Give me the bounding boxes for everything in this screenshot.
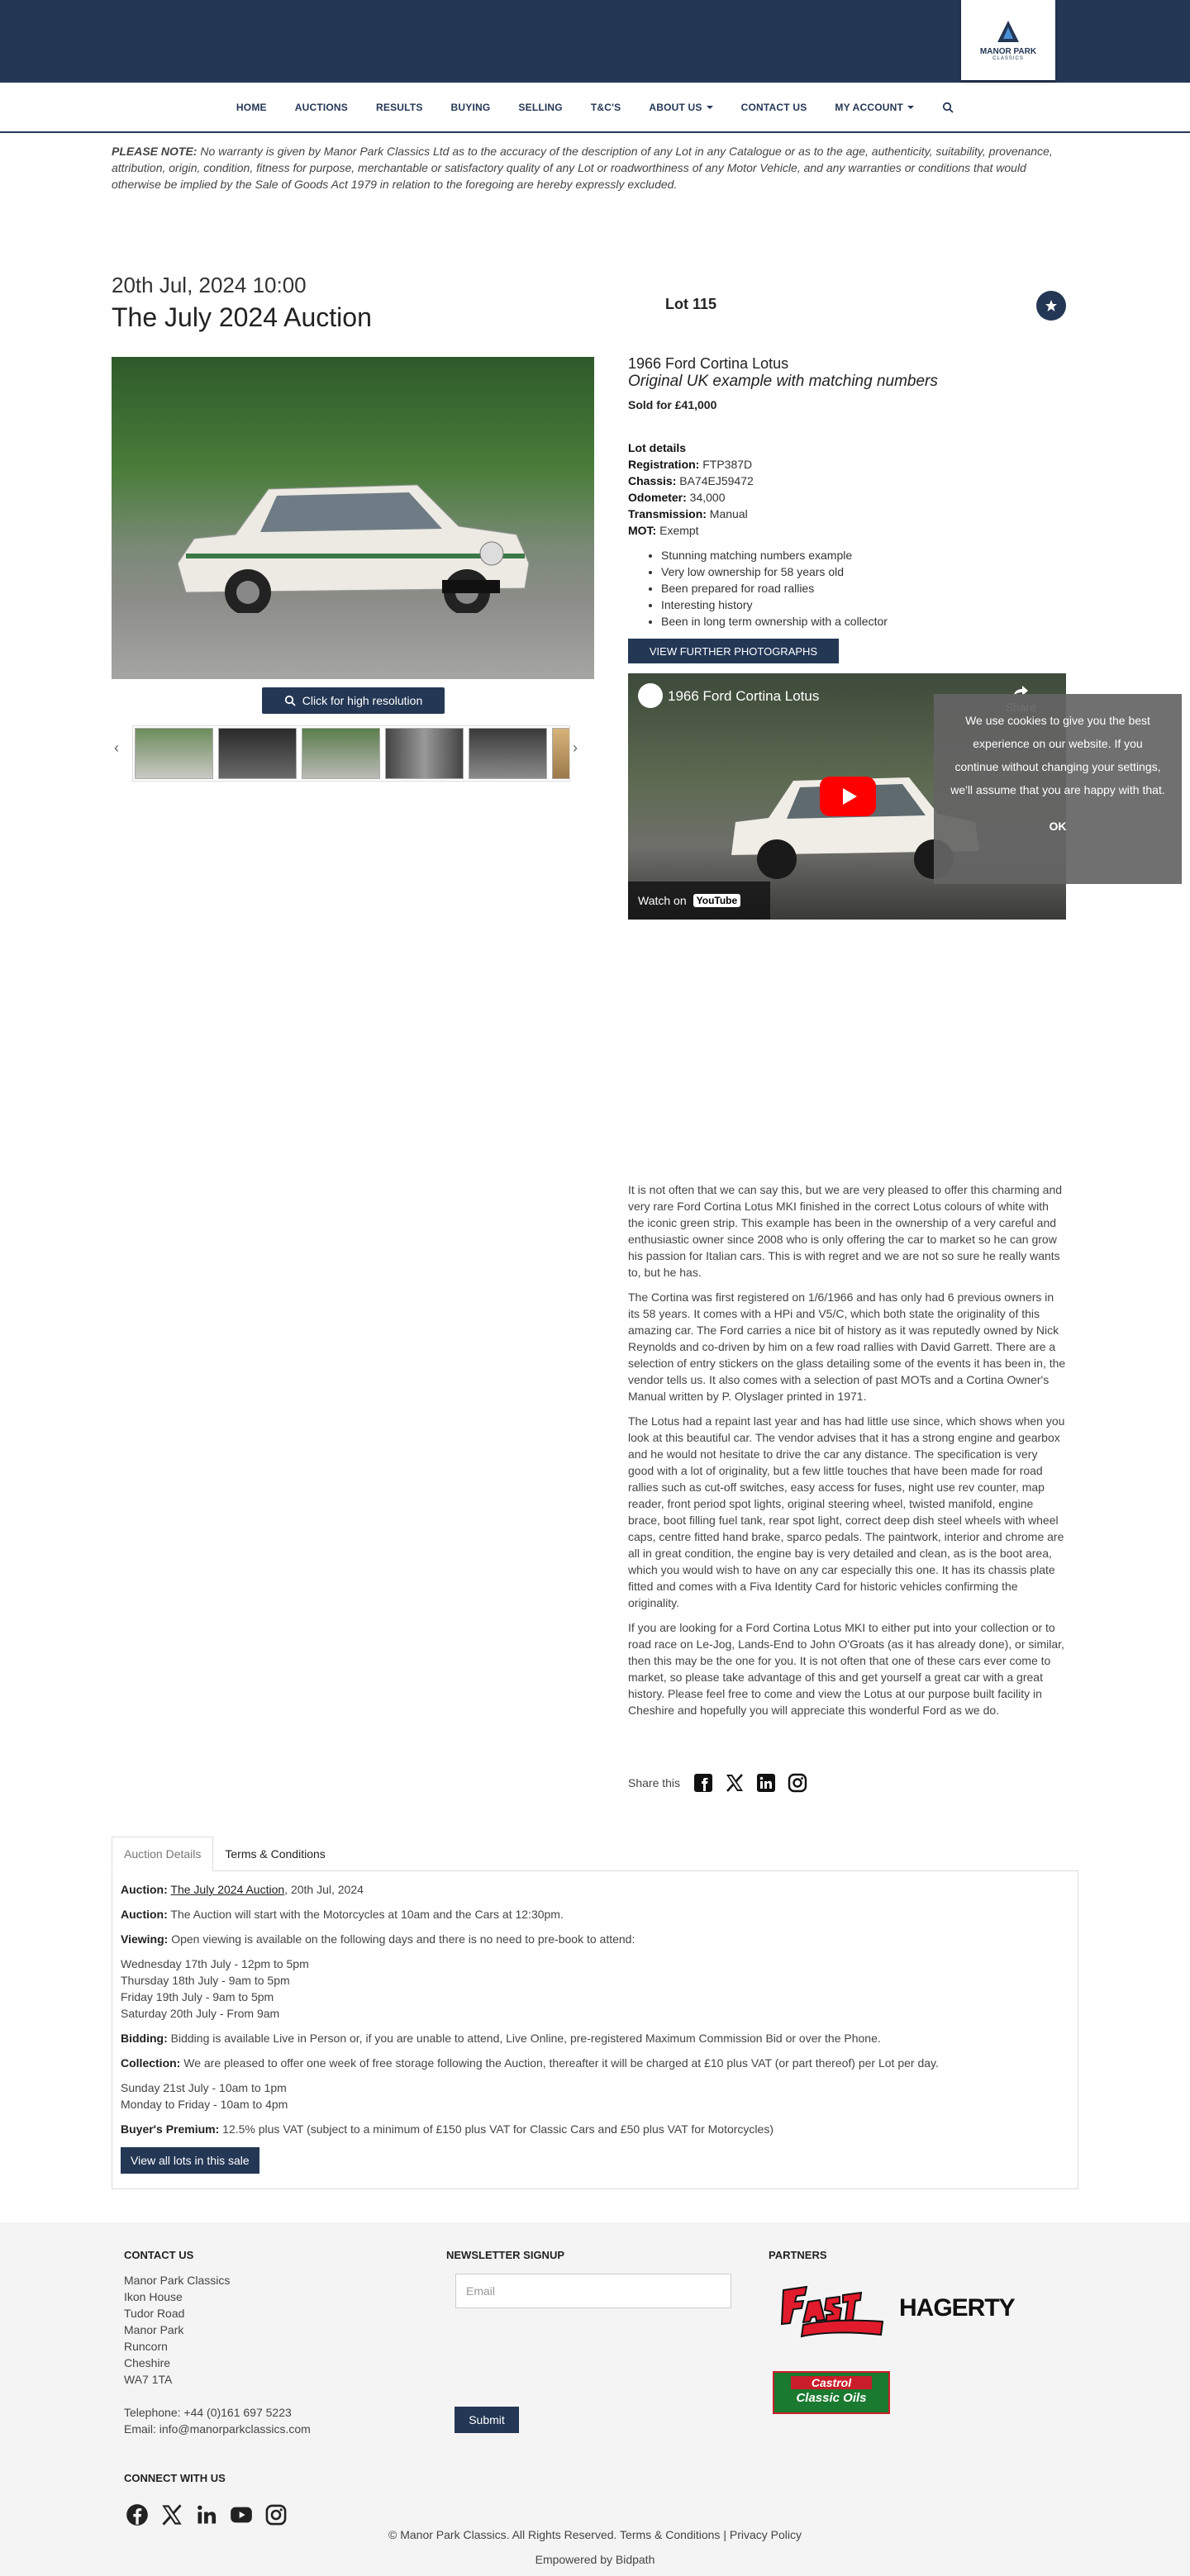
field-value: Open viewing is available on the following days and there is no need to pre-book to attend:	[168, 1932, 635, 1946]
lot-main-image[interactable]	[112, 357, 594, 679]
auction-info-row	[121, 1906, 1069, 1922]
thumbnail[interactable]	[218, 728, 297, 779]
description-paragraph: The Lotus had a repaint last year and has had little use since, which shows when you look at this beautiful car. The vendor advises that it has a strong engine and gearbox and he would not hesitate to drive the car any distance. The specification is very good with a lot of originality, but a few little touches that have been made for road rallies such as cut-off switches, easy access for fuses, night use rev counter, map reader, front period spot lights, original steering wheel, twisted manifold, engine brace, boot filling fuel tank, rear spot light, correct deep dish steel wheels with wheel caps, centre fitted hand brake, sparco pedals. The paintwork, interior and chrome are all in great condition, the engine bay is very detailed and clean, as is the boot area, which you would wish to have on any car especially this one. It has its chassis plate fitted and comes with a Fiva Identity Card for historic vehicles confirming the originality.	[628, 1414, 1065, 1609]
field-label: Viewing:	[121, 1932, 169, 1946]
detail-value: Manual	[706, 507, 748, 520]
detail-value: BA74EJ59472	[676, 474, 754, 487]
list-item: • Very low ownership for 58 years old	[661, 563, 888, 580]
main-nav	[0, 83, 1190, 133]
nav-account-label: MY ACCOUNT	[835, 101, 904, 113]
lot-number: Lot 115	[665, 296, 717, 312]
top-bar	[0, 0, 1190, 83]
detail-row	[628, 456, 754, 473]
video-title[interactable]: 1966 Ford Cortina Lotus	[668, 688, 820, 704]
notice-label: PLEASE NOTE:	[112, 145, 198, 158]
lot-details	[628, 440, 754, 539]
auction-info-row	[121, 1881, 1069, 1898]
high-resolution-button[interactable]	[262, 687, 445, 714]
field-label: Bidding:	[121, 2032, 168, 2045]
x-icon[interactable]	[160, 2503, 183, 2526]
logo-sub: CLASSICS	[992, 56, 1024, 61]
view-all-lots-button[interactable]: View all lots in this sale	[121, 2147, 259, 2174]
instagram-icon[interactable]	[788, 1773, 807, 1793]
address-line: Manor Park	[124, 2323, 184, 2336]
viewing-day: Wednesday 17th July - 12pm to 5pm	[121, 1957, 309, 1970]
hagerty-logo[interactable]: HAGERTY	[899, 2294, 1015, 2322]
connect-heading: CONNECT WITH US	[124, 2472, 226, 2484]
cookie-ok-button[interactable]: OK	[1049, 820, 1067, 833]
contact-telephone[interactable]: Telephone: +44 (0)161 697 5223	[124, 2406, 292, 2419]
detail-row	[628, 489, 754, 506]
caret-down-icon	[907, 106, 914, 109]
auction-info-row	[121, 2121, 1069, 2137]
auction-title: The July 2024 Auction	[112, 302, 372, 332]
star-icon	[1045, 299, 1058, 312]
nav-search[interactable]	[928, 102, 968, 113]
share-bar	[628, 1773, 807, 1793]
facebook-icon[interactable]	[126, 2503, 149, 2526]
field-value: The Auction will start with the Motorcycles at 10am and the Cars at 12:30pm.	[167, 1908, 564, 1921]
field-value: , 20th Jul, 2024	[284, 1883, 364, 1896]
castrol-classic-oils-logo[interactable]	[773, 2371, 890, 2414]
auction-info-row	[121, 2030, 1069, 2046]
viewing-days	[121, 1956, 1069, 2022]
list-item: • Been prepared for road rallies	[661, 580, 888, 596]
newsletter-email-input[interactable]: Email	[455, 2274, 731, 2308]
x-icon[interactable]	[725, 1773, 745, 1793]
logo-triangle-icon	[996, 19, 1021, 44]
nav-results[interactable]: RESULTS	[376, 101, 423, 113]
view-further-photographs-button[interactable]: VIEW FURTHER PHOTOGRAPHS	[628, 639, 839, 663]
collection-day: Sunday 21st July - 10am to 1pm	[121, 2081, 287, 2094]
search-icon	[942, 102, 954, 113]
auction-details-panel	[112, 1870, 1078, 2189]
auction-date: 20th Jul, 2024 10:00	[112, 273, 307, 297]
nav-my-account[interactable]	[821, 102, 928, 113]
lot-subtitle: Original UK example with matching numbers	[628, 373, 938, 390]
tab-terms-conditions[interactable]: Terms & Conditions	[225, 1847, 326, 1861]
newsletter-heading: NEWSLETTER SIGNUP	[446, 2249, 565, 2261]
address-line: Tudor Road	[124, 2307, 185, 2320]
address-line: Runcorn	[124, 2340, 168, 2353]
lot-title: 1966 Ford Cortina Lotus	[628, 355, 789, 372]
nav-home[interactable]: HOME	[236, 101, 267, 113]
instagram-icon[interactable]	[264, 2503, 288, 2526]
thumbnail[interactable]	[135, 728, 213, 779]
detail-row	[628, 473, 754, 489]
contact-heading: CONTACT US	[124, 2249, 194, 2261]
copyright: © Manor Park Classics. All Rights Reserved. Terms & Conditions | Privacy Policy	[388, 2528, 802, 2541]
nav-selling[interactable]: SELLING	[518, 101, 563, 113]
description-paragraph: It is not often that we can say this, but we are very pleased to offer this charming and very rare Ford Cortina Lotus MKI finished in the correct Lotus colours of white with the iconic green strip. This example has been in the ownership of a very careful and enthusiastic owner since 2008 who is only offering the car to market so he can grow his passion for Italian cars. This is with regret and we are not so sure he really wants to, but he has.	[628, 1183, 1063, 1279]
auction-info-row	[121, 2055, 1069, 2071]
field-label: Collection:	[121, 2056, 181, 2070]
empowered-by[interactable]: Empowered by Bidpath	[535, 2553, 655, 2566]
description-paragraph: The Cortina was first registered on 1/6/1966 and has only had 6 previous owners in its 58 years. It comes with a HPi and V5/C, which both state the originality of this amazing car. The Ford carries a nice bit of history as it was reputedly owned by Nick Reynolds and co-driven by him on a few road rallies with David Garrett. There are a selection of entry stickers on the glass detailing some of the events it has been in, the vendor tells us. It also comes with a selection of past MOTs and a Cortina Owner's Manual written by P. Olyslager printed in 1971.	[628, 1290, 1066, 1403]
field-label: Auction:	[121, 1908, 168, 1921]
auction-tabs	[112, 1837, 337, 1871]
share-label: Share this	[628, 1776, 681, 1789]
partners-heading: PARTNERS	[769, 2249, 827, 2261]
viewing-day: Thursday 18th July - 9am to 5pm	[121, 1974, 290, 1987]
notice-text: No warranty is given by Manor Park Classics Ltd as to the accuracy of the description of any Lot in any Catalogue or as to the age, authenticity, suitability, provenance, attribution, origin, condition, fitness for purpose, merchantable or satisfactory quality of any Lot or roadworthiness of any Motor Vehicle, and any warranties or conditions that would otherwise be implied by the Sale of Goods Act 1979 in relation to the foregoing are hereby expressly excluded.	[112, 145, 1053, 191]
nav-auctions[interactable]: AUCTIONS	[294, 101, 349, 113]
nav-about-us[interactable]	[635, 102, 726, 113]
address-line: WA7 1TA	[124, 2373, 173, 2386]
youtube-logo: YouTube	[693, 894, 741, 907]
lot-highlights	[661, 547, 888, 630]
thumbnail-strip	[132, 725, 570, 782]
description-paragraph: If you are looking for a Ford Cortina Lotus MKI to either put into your collection or to road race on Le-Jog, Lands-End to John O'Groats (as it has already done), or similar, then this may be the one for you. It is not often that one of these cars ever come to market, so please take advantage of this and get yourself a great car with a great history. Please feel free to come and view the Lotus at our purpose built facility in Cheshire and hopefully you will appreciate this wonderful Ford as we do.	[628, 1621, 1064, 1717]
car-illustration	[161, 456, 541, 613]
site-logo[interactable]	[961, 0, 1055, 80]
chevron-right-icon[interactable]: ›	[573, 739, 578, 756]
play-button[interactable]	[820, 777, 876, 816]
field-label: Buyer's Premium:	[121, 2122, 220, 2136]
collection-days	[121, 2079, 1069, 2113]
contact-email[interactable]: Email: info@manorparkclassics.com	[124, 2422, 311, 2436]
thumbnail[interactable]	[469, 728, 547, 779]
search-icon	[284, 695, 296, 706]
castrol-label: Castrol	[791, 2376, 872, 2389]
contact-address	[124, 2272, 311, 2437]
play-icon	[843, 788, 857, 805]
nav-buying[interactable]: BUYING	[450, 101, 491, 113]
detail-key: Transmission:	[628, 507, 707, 520]
high-resolution-label: Click for high resolution	[302, 694, 423, 707]
cookie-text: We use cookies to give you the best experience on our website. If you continue without changing your settings, we'll assume that you are happy with that.	[950, 714, 1165, 796]
thumbnail[interactable]	[385, 728, 464, 779]
address-line: Ikon House	[124, 2290, 183, 2303]
tab-auction-details[interactable]: Auction Details	[112, 1837, 213, 1871]
classic-oils-label: Classic Oils	[796, 2391, 867, 2405]
list-item: • Interesting history	[661, 596, 888, 613]
youtube-icon[interactable]	[230, 2503, 253, 2526]
caret-down-icon	[707, 106, 713, 109]
field-value: 12.5% plus VAT (subject to a minimum of £150 plus VAT for Classic Cars and £50 plus VAT for Motorcycles)	[219, 2122, 774, 2136]
field-label: Auction:	[121, 1883, 168, 1896]
thumbnail[interactable]	[552, 728, 570, 779]
detail-row	[628, 506, 754, 522]
viewing-day: Saturday 20th July - From 9am	[121, 2007, 280, 2020]
thumbnail[interactable]	[302, 728, 380, 779]
detail-key: Chassis:	[628, 474, 677, 487]
detail-key: Odometer:	[628, 491, 687, 504]
nav-about-label: ABOUT US	[649, 101, 702, 113]
lot-description	[628, 1181, 1066, 1727]
nav-contact-us[interactable]: CONTACT US	[740, 101, 807, 113]
detail-value: FTP387D	[699, 458, 753, 471]
detail-row	[628, 522, 754, 539]
field-value: Bidding is available Live in Person or, if you are unable to attend, Live Online, pre-registered Maximum Commission Bid or over the Phone.	[167, 2032, 881, 2045]
field-value: We are pleased to offer one week of free storage following the Auction, thereafter it will be charged at £10 plus VAT (or part thereof) per Lot per day.	[180, 2056, 939, 2070]
facebook-icon[interactable]	[693, 1773, 713, 1793]
watch-on-label: Watch on	[638, 894, 687, 907]
list-item: • Stunning matching numbers example	[661, 547, 888, 563]
detail-value: 34,000	[686, 491, 726, 504]
linkedin-icon[interactable]	[756, 1773, 776, 1793]
watch-on-youtube-button[interactable]	[628, 882, 770, 920]
address-line: Manor Park Classics	[124, 2274, 231, 2287]
auction-link[interactable]: The July 2024 Auction	[170, 1883, 285, 1896]
list-item: • Been in long term ownership with a collector	[661, 613, 888, 630]
linkedin-icon[interactable]	[195, 2503, 218, 2526]
fast-funded-logo[interactable]	[778, 2280, 886, 2338]
warranty-notice	[112, 143, 1078, 192]
auction-info-row	[121, 1931, 1069, 1947]
logo-name: MANOR PARK	[979, 47, 1037, 56]
sold-price: Sold for £41,000	[628, 398, 717, 411]
detail-key: MOT:	[628, 524, 657, 537]
detail-key: Registration:	[628, 458, 700, 471]
cookie-banner	[934, 694, 1182, 884]
chevron-left-icon[interactable]: ‹	[114, 739, 119, 756]
channel-avatar[interactable]	[638, 683, 663, 708]
watch-lot-button[interactable]	[1036, 291, 1066, 321]
social-links	[126, 2503, 288, 2526]
detail-value: Exempt	[656, 524, 699, 537]
viewing-day: Friday 19th July - 9am to 5pm	[121, 1990, 274, 2003]
details-heading: Lot details	[628, 441, 687, 454]
collection-day: Monday to Friday - 10am to 4pm	[121, 2098, 288, 2111]
nav-terms[interactable]: T&C'S	[590, 101, 621, 113]
address-line: Cheshire	[124, 2356, 171, 2369]
newsletter-submit-button[interactable]: Submit	[455, 2407, 519, 2433]
